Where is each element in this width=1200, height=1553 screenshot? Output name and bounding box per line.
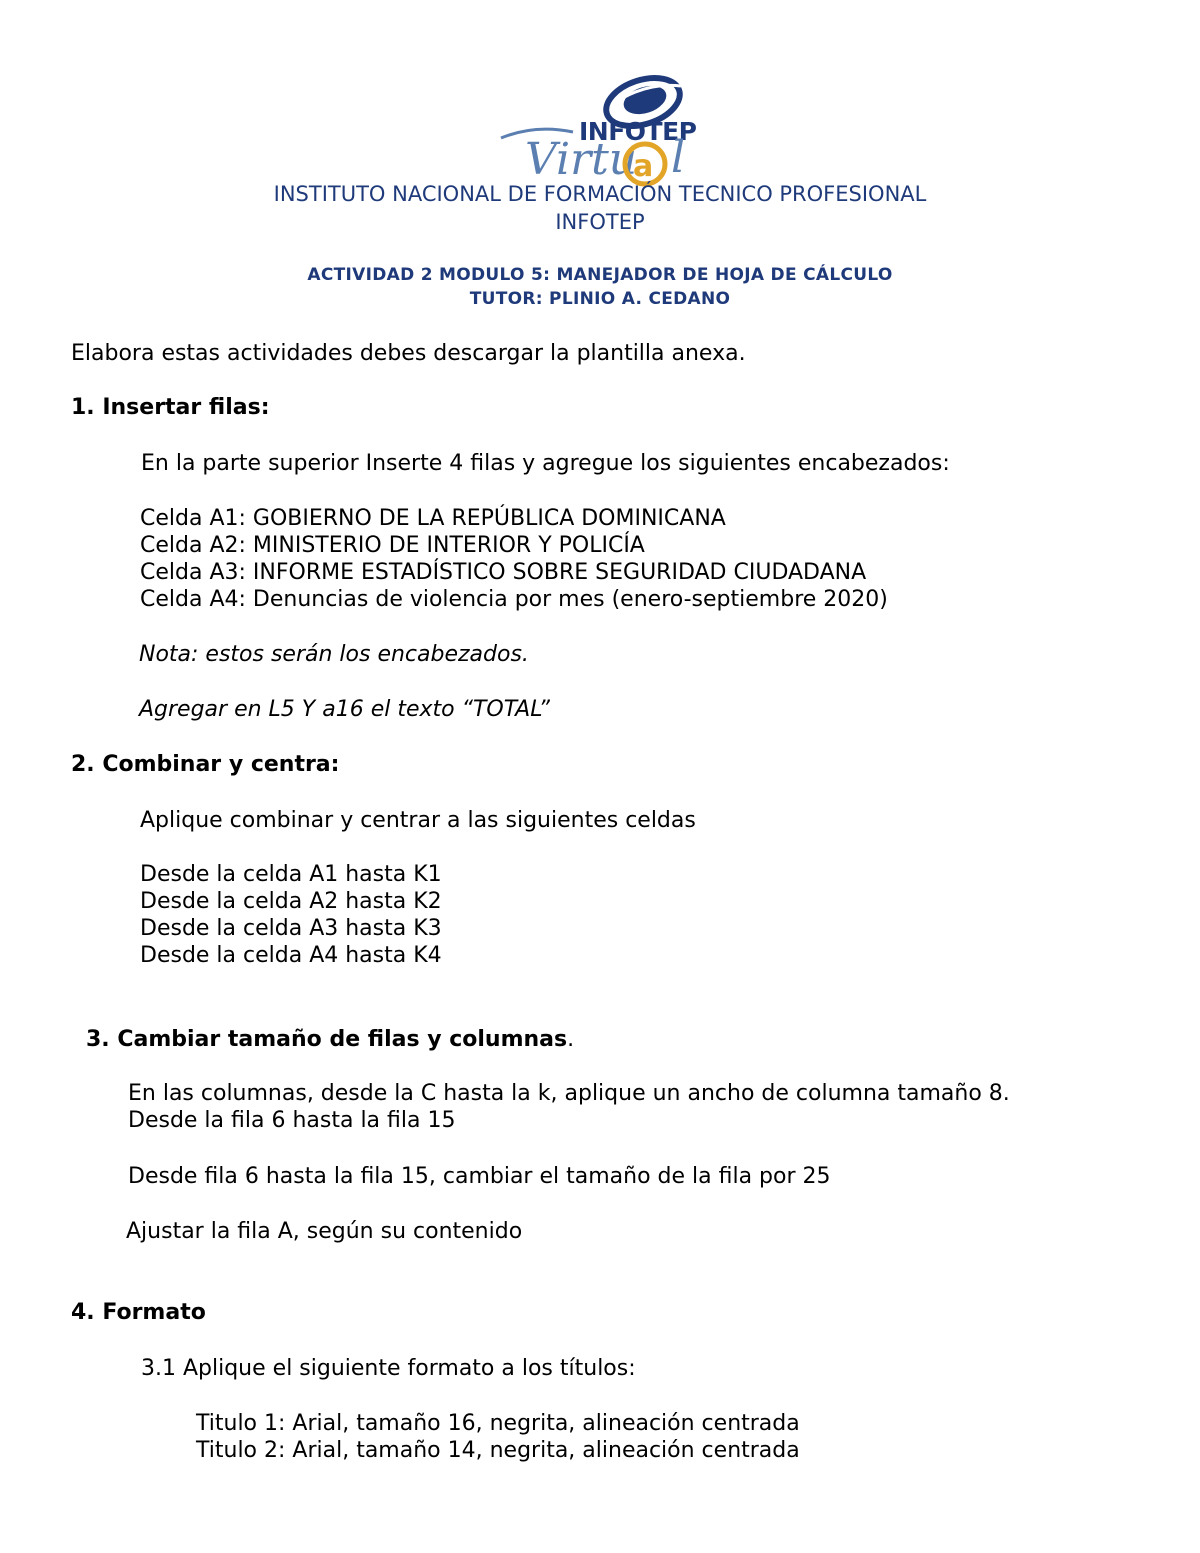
list-item: Celda A2: MINISTERIO DE INTERIOR Y POLICÍA bbox=[140, 533, 645, 558]
svg-text:Virtu: Virtu bbox=[525, 134, 638, 185]
section-instruction: En la parte superior Inserte 4 filas y agregue los siguientes encabezados: bbox=[141, 451, 950, 476]
list-item: Desde la celda A3 hasta K3 bbox=[140, 916, 442, 941]
svg-text:INFOTEP: INFOTEP bbox=[579, 117, 697, 146]
section-instruction: 3.1 Aplique el siguiente formato a los títulos: bbox=[141, 1356, 636, 1381]
svg-text:a: a bbox=[633, 149, 654, 184]
list-item: Desde la celda A2 hasta K2 bbox=[140, 889, 442, 914]
list-item: Desde la celda A1 hasta K1 bbox=[140, 862, 442, 887]
section-line: Desde la fila 6 hasta la fila 15 bbox=[128, 1108, 456, 1133]
section-line: Ajustar la fila A, según su contenido bbox=[126, 1219, 523, 1244]
institute-name: INSTITUTO NACIONAL DE FORMACIÓN TECNICO PROFESIONAL bbox=[273, 182, 927, 206]
list-item: Celda A3: INFORME ESTADÍSTICO SOBRE SEGURIDAD CIUDADANA bbox=[140, 560, 867, 585]
intro-text: Elabora estas actividades debes descargar la plantilla anexa. bbox=[71, 341, 746, 366]
section-heading bbox=[86, 1027, 574, 1052]
list-item: Desde la celda A4 hasta K4 bbox=[140, 943, 442, 968]
svg-text:l: l bbox=[671, 132, 686, 183]
list-item: Titulo 2: Arial, tamaño 14, negrita, alineación centrada bbox=[196, 1438, 800, 1463]
section-heading-period: . bbox=[567, 1027, 575, 1052]
list-item: Celda A4: Denuncias de violencia por mes (enero-septiembre 2020) bbox=[140, 587, 888, 612]
note-text: Agregar en L5 Y a16 el texto “TOTAL” bbox=[139, 697, 550, 722]
section-instruction: Aplique combinar y centrar a las siguientes celdas bbox=[140, 808, 696, 833]
infotep-virtual-logo bbox=[495, 64, 710, 194]
section-heading: 1. Insertar filas: bbox=[71, 395, 270, 420]
institute-acronym: INFOTEP bbox=[555, 210, 645, 234]
tutor-name: TUTOR: PLINIO A. CEDANO bbox=[469, 289, 731, 309]
note-text: Nota: estos serán los encabezados. bbox=[139, 642, 529, 667]
section-heading-text: 3. Cambiar tamaño de filas y columnas bbox=[86, 1027, 568, 1052]
list-item: Titulo 1: Arial, tamaño 16, negrita, alineación centrada bbox=[196, 1411, 800, 1436]
activity-title: ACTIVIDAD 2 MODULO 5: MANEJADOR DE HOJA DE CÁLCULO bbox=[307, 265, 893, 285]
section-heading: 2. Combinar y centra: bbox=[71, 752, 340, 777]
list-item: Celda A1: GOBIERNO DE LA REPÚBLICA DOMINICANA bbox=[140, 506, 726, 531]
section-line: En las columnas, desde la C hasta la k, aplique un ancho de columna tamaño 8. bbox=[128, 1081, 1010, 1106]
section-heading: 4. Formato bbox=[71, 1300, 206, 1325]
section-line: Desde fila 6 hasta la fila 15, cambiar el tamaño de la fila por 25 bbox=[128, 1164, 831, 1189]
